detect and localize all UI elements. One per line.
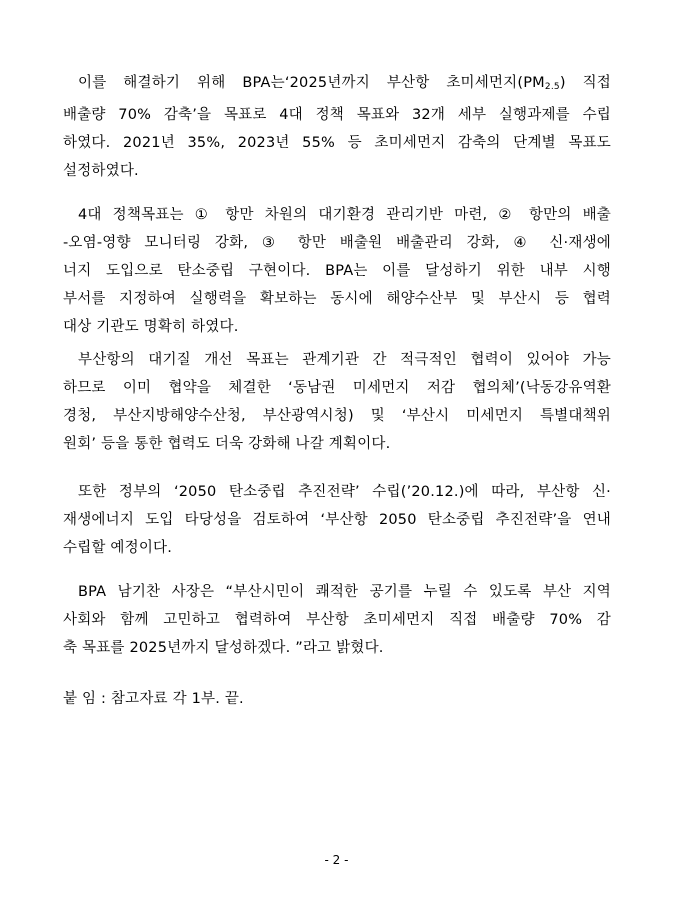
text-line: 붙 임 : 참고자료 각 1부. 끝. [63, 691, 244, 707]
page-number: - 2 - [324, 853, 349, 867]
text-line: 배출량 70% 감축’을 목표로 4대 정책 목표와 32개 세부 실행과제를 수립 [63, 107, 611, 123]
attachment-note [63, 685, 611, 713]
paragraph-cooperation [63, 346, 611, 458]
subscript: 2.5 [544, 82, 560, 92]
text-line: 부산항의 대기질 개선 목표는 관계기관 간 적극적인 협력이 있어야 가능 [78, 352, 611, 368]
paragraph-carbon-neutral [63, 478, 611, 562]
text-line: 설정하였다. [63, 163, 139, 179]
text-line: 재생에너지 도입 타당성을 검토하여 ‘부산항 2050 탄소중립 추진전략’을 연내 [63, 512, 611, 528]
text-line: 대상 기관도 명확히 하였다. [63, 319, 239, 335]
text-line: 하므로 이미 협약을 체결한 ‘동남권 미세먼지 저감 협의체’(낙동강유역환 [63, 380, 611, 396]
text-line: BPA 남기찬 사장은 “부산시민이 쾌적한 공기를 누릴 수 있도록 부산 지역 [78, 584, 611, 600]
text-line: 4대 정책목표는 ① 항만 차원의 대기환경 관리기반 마련, ② 항만의 배출 [78, 207, 611, 223]
text-line: -오염-영향 모니터링 강화, ③ 항만 배출원 배출관리 강화, ④ 신·재생에 [63, 235, 611, 251]
text-line: 사회와 함께 고민하고 협력하여 부산항 초미세먼지 직접 배출량 70% 감 [63, 612, 611, 628]
text-line: 너지 도입으로 탄소중립 구현이다. BPA는 이를 달성하기 위한 내부 시행 [63, 263, 611, 279]
text-line: 원회’ 등을 통한 협력도 더욱 강화해 나갈 계획이다. [63, 436, 391, 452]
text-line: 부서를 지정하여 실행력을 확보하는 동시에 해양수산부 및 부산시 등 협력 [63, 291, 611, 307]
text-line: 축 목표를 2025년까지 달성하겠다. ”라고 밝혔다. [63, 640, 384, 656]
text-line: 경청, 부산지방해양수산청, 부산광역시청) 및 ‘부산시 미세먼지 특별대책위 [63, 408, 611, 424]
text-line: 수립할 예정이다. [63, 540, 173, 556]
text-line: 이를 해결하기 위해 BPA는‘2025년까지 부산항 초미세먼지$(PM_{2.5})$ 직접 [78, 75, 611, 92]
text-line: 하였다. 2021년 35%, 2023년 55% 등 초미세먼지 감축의 단계별 목표도 [63, 135, 611, 151]
paragraph-ceo-quote [63, 578, 611, 662]
paragraph-goal [63, 69, 611, 185]
paragraph-policy-goals [63, 201, 611, 341]
text-line: 또한 정부의 ‘2050 탄소중립 추진전략’ 수립(’20.12.)에 따라, 부산항 신· [78, 484, 611, 500]
